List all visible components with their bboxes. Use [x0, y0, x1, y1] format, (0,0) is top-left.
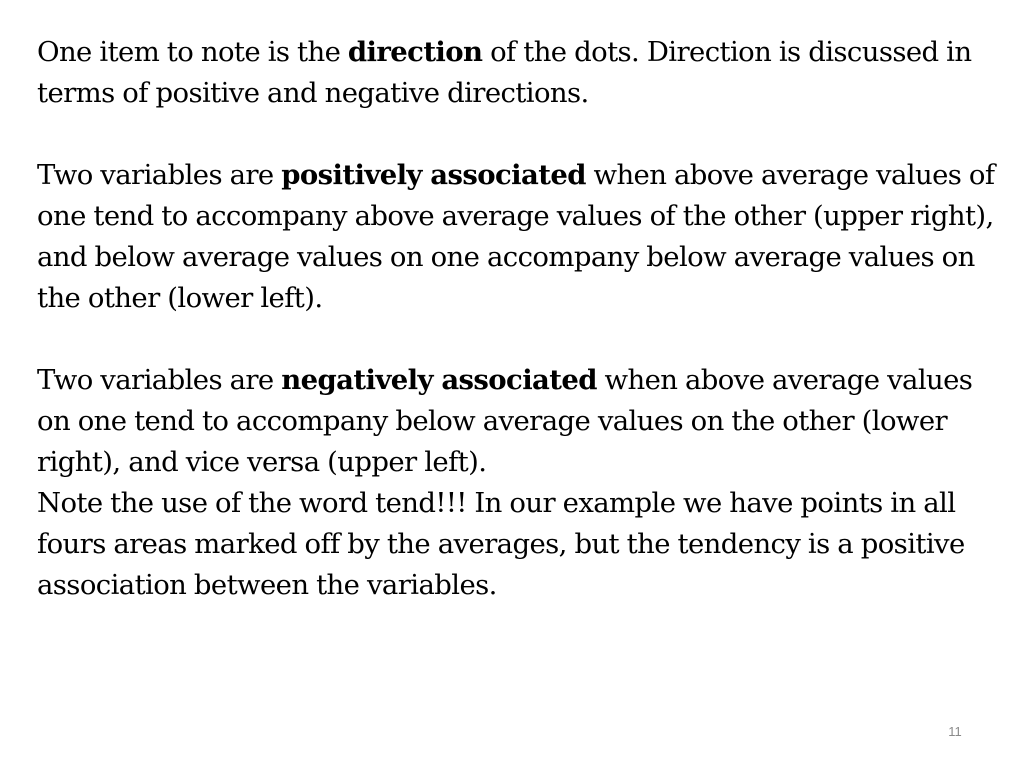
direction-paragraph-rest: of the dots. Direction is discussed in terms of positive and negative directions.	[37, 36, 972, 109]
negative-paragraph-rest: when above average values on one tend to accompany below average values on the other (lower right), and vice versa (upper left).	[37, 364, 973, 478]
slide-number: 11	[948, 724, 962, 739]
negatively-associated-term: negatively associated	[281, 364, 597, 396]
negative-paragraph-lead: Two variables are	[37, 364, 282, 396]
direction-term: direction	[347, 36, 483, 68]
positive-paragraph-rest: when above average values of one tend to accompany above average values of the other (upper right), and below average values on one accompany below average values on the other (lower left).	[37, 159, 995, 314]
positively-associated-term: positively associated	[281, 159, 586, 191]
positive-paragraph-lead: Two variables are	[37, 159, 282, 191]
direction-paragraph-lead: One item to note is the	[37, 36, 348, 68]
slide-body	[37, 32, 997, 606]
direction-paragraph	[37, 32, 997, 114]
paragraph-spacer	[37, 114, 997, 155]
positive-association-paragraph	[37, 155, 997, 319]
paragraph-spacer	[37, 319, 997, 360]
negative-association-paragraph	[37, 360, 997, 483]
tendency-note-paragraph: Note the use of the word tend!!! In our example we have points in all fours areas marked off by the averages, but the tendency is a positive association between the variables.	[37, 487, 965, 601]
